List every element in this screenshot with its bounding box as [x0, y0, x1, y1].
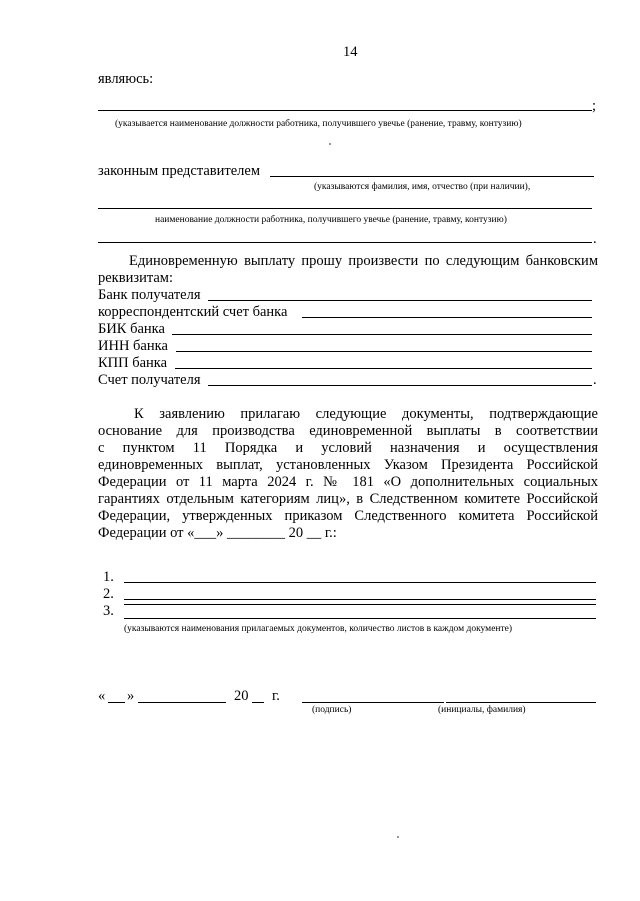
recipient-account-input[interactable] [208, 385, 592, 386]
legal-representative-line[interactable] [270, 176, 594, 177]
hint-documents: (указываются наименования прилагаемых документов, количество листов в каждом документе) [124, 624, 513, 634]
inn-input[interactable] [176, 351, 592, 352]
recipient-account-label: Счет получателя [98, 372, 201, 388]
bank-field-input[interactable] [208, 300, 592, 301]
iam-label: являюсь: [98, 71, 154, 87]
attach-paragraph-last-line: Федерации от «___» ________ 20 __ г.: [98, 525, 337, 541]
doc-line-1[interactable] [124, 582, 596, 583]
bik-label: БИК банка [98, 321, 165, 337]
doc-number-1: 1. [103, 569, 114, 585]
signature-line[interactable] [302, 702, 444, 703]
doc-line-2b[interactable] [124, 604, 596, 605]
date-year-prefix: 20 [234, 688, 249, 704]
hint-position-2: наименование должности работника, получившего увечье (ранение, травму, контузию) [155, 215, 507, 225]
representative-line-3[interactable] [98, 242, 592, 243]
hint-position-1: (указывается наименование должности работника, получившего увечье (ранение, травму, контузию) [115, 119, 522, 129]
date-day-line[interactable] [108, 702, 125, 703]
date-year-line[interactable] [252, 702, 264, 703]
doc-line-2[interactable] [124, 599, 596, 600]
bank-intro-line-2: реквизитам: [98, 270, 173, 286]
attach-paragraph-line: гарантиях отдельным категориям лиц», в Следственном комитете Российской [98, 491, 598, 507]
semicolon: ; [592, 98, 597, 114]
kpp-input[interactable] [175, 368, 592, 369]
attach-paragraph-line: К заявлению прилагаю следующие документы, подтверждающие [134, 406, 598, 422]
label-signature: (подпись) [312, 705, 352, 715]
attach-paragraph-line: Федерации от 11 марта 2024 г. № 181 «О дополнительных социальных [98, 474, 598, 490]
corr-account-input[interactable] [302, 317, 592, 318]
attach-paragraph-line: с пунктом 11 Порядка и условий назначения и осуществления [98, 440, 598, 456]
kpp-label: КПП банка [98, 355, 168, 371]
doc-line-3[interactable] [124, 618, 596, 619]
scan-speck [329, 143, 331, 145]
attach-paragraph-line: единовременных выплат, установленных Указом Президента Российской [98, 457, 598, 473]
date-month-line[interactable] [138, 702, 226, 703]
initials-line[interactable] [446, 702, 596, 703]
attach-paragraph-line: основание для производства единовременной выплаты в соответствии [98, 423, 598, 439]
bik-input[interactable] [172, 334, 592, 335]
page-number: 14 [343, 44, 358, 60]
doc-number-3: 3. [103, 603, 114, 619]
date-year-suffix: г. [272, 688, 280, 704]
hint-fio: (указываются фамилия, имя, отчество (при наличии), [314, 182, 531, 192]
date-close-quote: » [127, 688, 135, 704]
bank-intro-line-1: Единовременную выплату прошу произвести по следующим банковским [129, 253, 598, 269]
period-mark: . [593, 231, 597, 247]
attach-paragraph-line: Федерации, утвержденных приказом Следственного комитета Российской [98, 508, 598, 524]
representative-line-2[interactable] [98, 208, 592, 209]
date-open-quote: « [98, 688, 106, 704]
corr-account-label: корреспондентский счет банка [98, 304, 288, 320]
scan-speck [397, 836, 399, 838]
legal-representative-label: законным представителем [98, 163, 261, 179]
position-line-1[interactable] [98, 110, 592, 111]
bank-field-label: Банк получателя [98, 287, 201, 303]
label-initials: (инициалы, фамилия) [438, 705, 526, 715]
doc-number-2: 2. [103, 586, 114, 602]
inn-label: ИНН банка [98, 338, 168, 354]
period-mark-2: . [593, 372, 597, 388]
